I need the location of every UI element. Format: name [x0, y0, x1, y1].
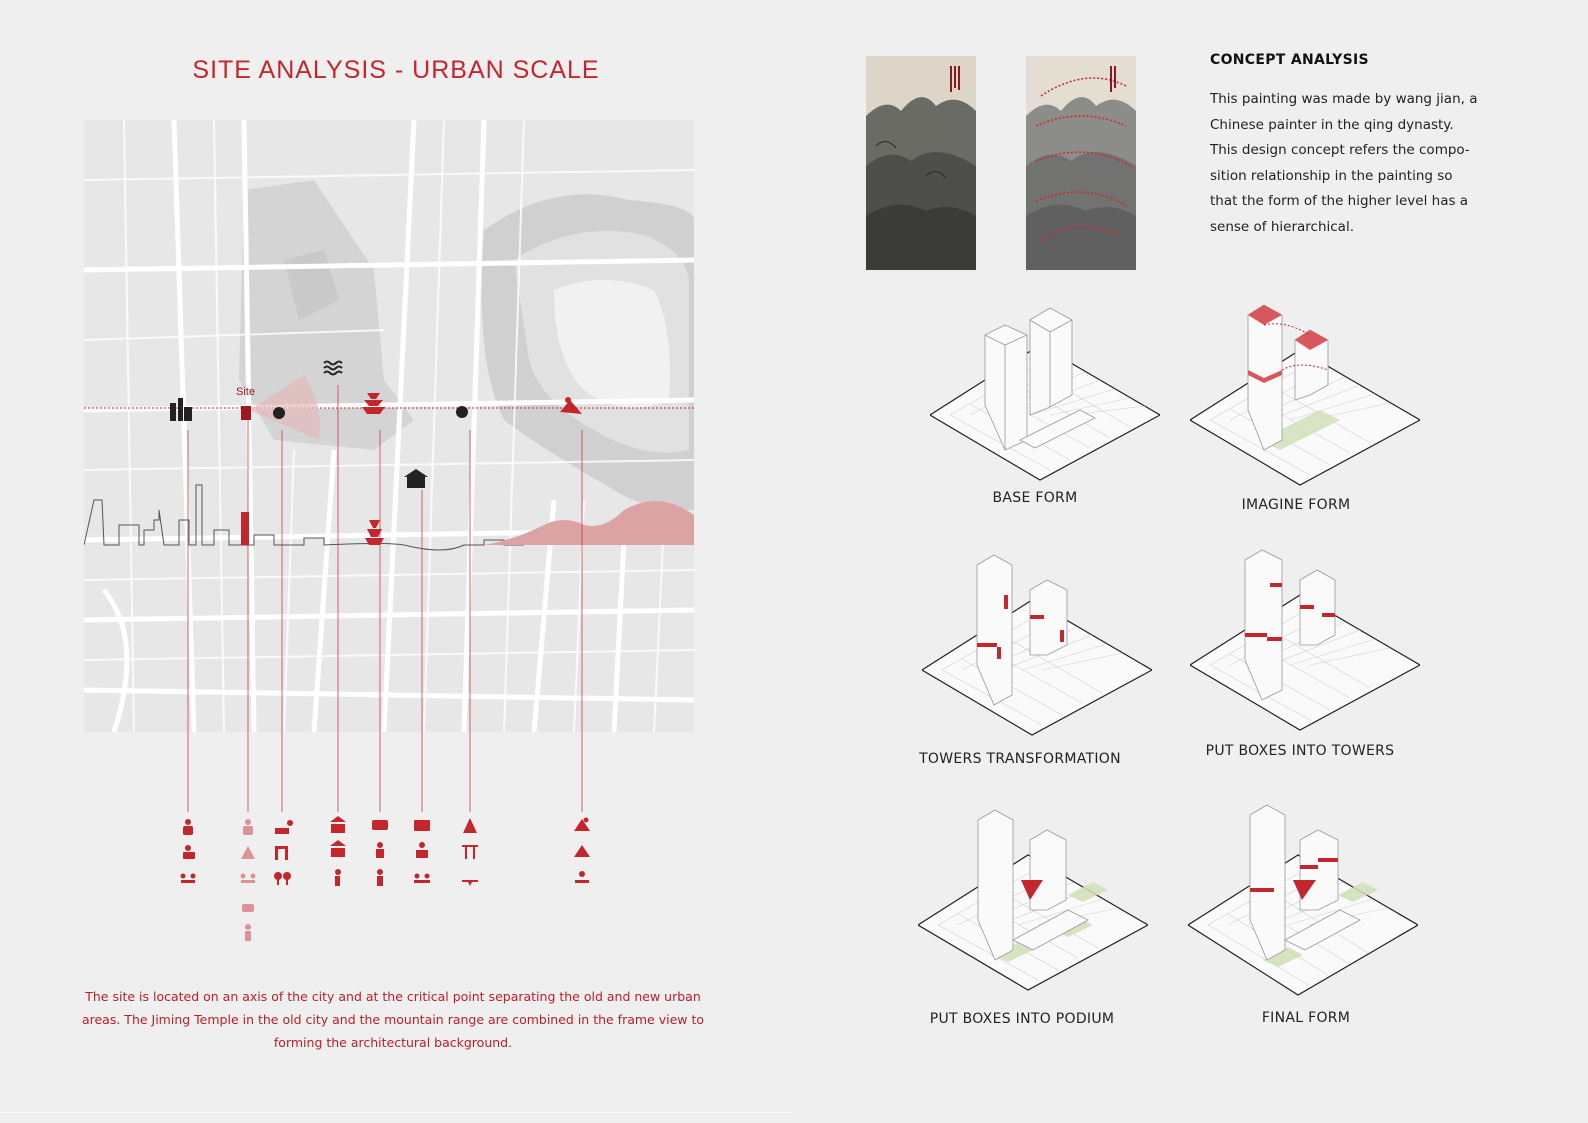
walker-icon-faded [245, 924, 251, 941]
concept-line: sense of hierarchical. [1210, 218, 1354, 235]
concept-line: that the form of the higher level has a [1210, 193, 1469, 209]
diagram-label: FINAL FORM [1261, 1010, 1351, 1026]
market-icon [372, 820, 388, 830]
site-building-bar [241, 512, 249, 545]
photographer-icon [377, 869, 383, 886]
tree-icon [273, 407, 285, 419]
person-walking-icon [335, 869, 341, 886]
site-caption [78, 985, 708, 1054]
vendor-icon [376, 842, 384, 858]
annotated-painting [1026, 56, 1136, 270]
tent-icon-faded [241, 846, 255, 859]
playground-icon [463, 818, 477, 833]
person-bag-icon-faded [243, 819, 253, 835]
basket-icon-faded [242, 904, 254, 912]
concept-line: This design concept refers the compo- [1210, 142, 1470, 158]
study-table-icon [414, 874, 430, 884]
person-desk-icon [183, 845, 195, 859]
people-table-icon [181, 874, 196, 884]
reading-person-icon [416, 842, 428, 858]
page-title: SITE ANALYSIS - URBAN SCALE [192, 56, 600, 84]
site-marker [241, 406, 251, 420]
diagram-label: IMAGINE FORM [1241, 497, 1351, 513]
book-icon [414, 820, 430, 831]
site-label: Site [236, 386, 255, 398]
pavilion-icon [330, 816, 346, 833]
person-bag-icon [183, 819, 193, 835]
divider [0, 1112, 792, 1113]
concept-title: CONCEPT ANALYSIS [1210, 52, 1369, 68]
picnic-icon [575, 871, 589, 883]
seesaw-icon [462, 880, 478, 886]
base-form-diagram [930, 300, 1160, 500]
people-table-icon-faded [241, 874, 256, 884]
gate-icon [275, 846, 288, 860]
tree-icon-2 [456, 406, 468, 418]
diagram-label: TOWERS TRANSFORMATION [919, 751, 1121, 767]
boxes-into-podium-diagram [918, 800, 1148, 1000]
swing-icon [462, 845, 478, 859]
pavilion-icon-2 [330, 840, 346, 857]
concept-description [1210, 87, 1500, 240]
concept-line: sition relationship in the painting so [1210, 167, 1453, 184]
park-bench-icon [275, 820, 293, 834]
imagine-form-diagram [1190, 300, 1420, 500]
diagram-label: PUT BOXES INTO TOWERS [1205, 743, 1395, 759]
urban-map [84, 120, 694, 732]
towers-transformation-diagram [922, 545, 1152, 745]
mountain-view-icon [574, 818, 590, 832]
landscape-painting [866, 56, 976, 270]
diagram-label: BASE FORM [992, 490, 1078, 506]
trees-icon [274, 872, 291, 885]
boxes-into-towers-diagram [1190, 545, 1420, 745]
concept-line: Chinese painter in the qing dynasty. [1210, 116, 1454, 133]
caption-line: forming the architectural background. [273, 1035, 513, 1050]
caption-line: areas. The Jiming Temple in the old city and the mountain range are combined in the frame view to [81, 1012, 705, 1027]
caption-line: The site is located on an axis of the city and at the critical point separating the old and new urban [85, 989, 701, 1004]
diagram-label: PUT BOXES INTO PODIUM [929, 1011, 1115, 1027]
hiking-icon [574, 845, 590, 857]
final-form-diagram [1188, 800, 1418, 1000]
concept-line: This painting was made by wang jian, a [1210, 91, 1478, 107]
